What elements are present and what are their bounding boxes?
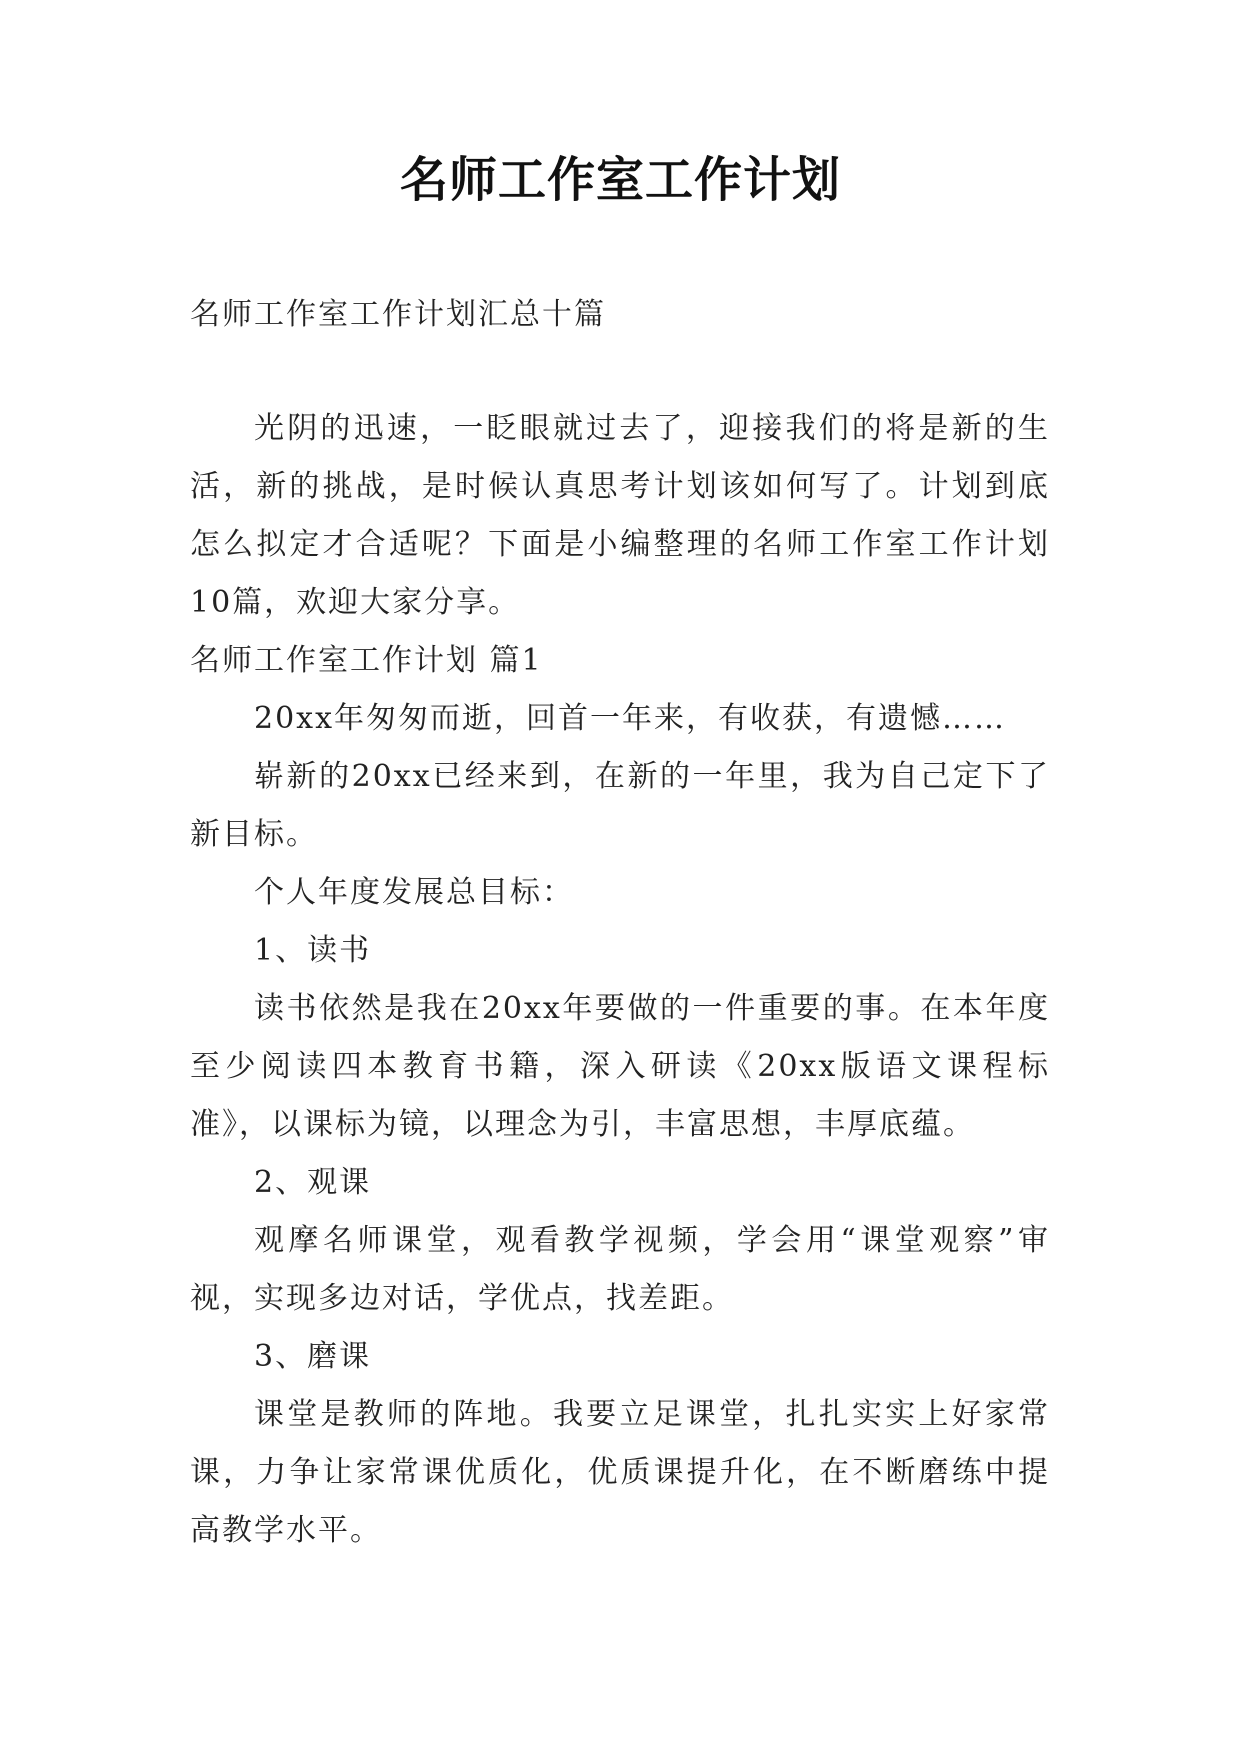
list-heading-observing: 2、观课 <box>254 1165 372 1200</box>
list-heading-polishing: 3、磨课 <box>254 1339 372 1374</box>
document-subtitle: 名师工作室工作计划汇总十篇 <box>190 297 606 332</box>
document-body <box>190 286 1050 1560</box>
paragraph: 个人年度发展总目标： <box>254 875 574 910</box>
paragraph: 崭新的20xx已经来到，在新的一年里，我为自己定下了新目标。 <box>190 759 1050 852</box>
section-heading-1: 名师工作室工作计划 篇1 <box>190 643 543 678</box>
document-title: 名师工作室工作计划 <box>399 152 841 208</box>
paragraph: 课堂是教师的阵地。我要立足课堂，扎扎实实上好家常课，力争让家常课优质化，优质课提升化，在不断磨练中提高教学水平。 <box>190 1397 1050 1548</box>
paragraph-intro: 光阴的迅速，一眨眼就过去了，迎接我们的将是新的生活，新的挑战，是时候认真思考计划该如何写了。计划到底怎么拟定才合适呢？下面是小编整理的名师工作室工作计划10篇，欢迎大家分享。 <box>190 411 1050 620</box>
paragraph: 观摩名师课堂，观看教学视频，学会用“课堂观察”审视，实现多边对话，学优点，找差距。 <box>190 1223 1050 1316</box>
paragraph: 20xx年匆匆而逝，回首一年来，有收获，有遗憾…… <box>254 701 1007 736</box>
paragraph: 读书依然是我在20xx年要做的一件重要的事。在本年度至少阅读四本教育书籍，深入研读《20xx版语文课程标准》，以课标为镜，以理念为引，丰富思想，丰厚底蕴。 <box>190 991 1050 1142</box>
list-heading-reading: 1、读书 <box>254 933 372 968</box>
